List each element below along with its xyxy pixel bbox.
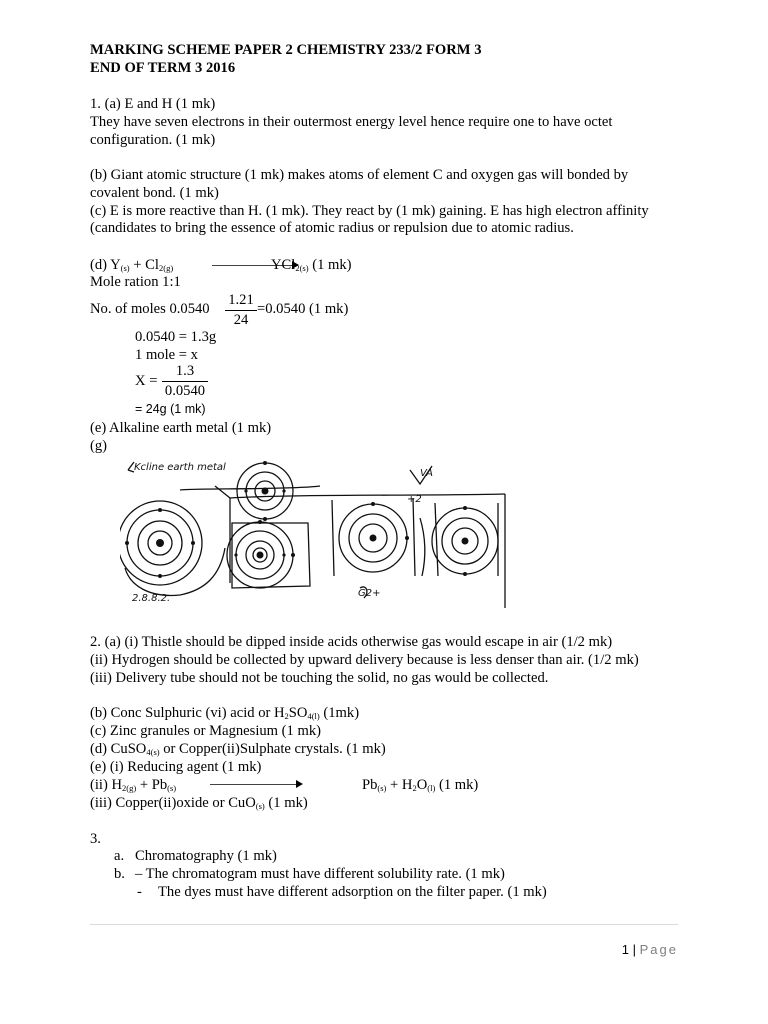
page-word: Page	[639, 942, 678, 957]
fraction-denominator: 0.0540	[164, 383, 206, 399]
q2-a-ii: (ii) Hydrogen should be collected by upward delivery because is less denser than air. (1/2 mk)	[90, 652, 639, 668]
q3-b2-marker: -	[137, 884, 142, 900]
reaction-arrow-line	[210, 784, 298, 785]
reaction-arrow-head	[296, 780, 303, 788]
electron-shell-diagram-sketch	[120, 458, 510, 608]
q3-number: 3.	[90, 831, 101, 847]
q1-a-explanation-1: They have seven electrons in their outermost energy level hence require one to have octet	[90, 114, 613, 130]
moles-fraction	[225, 292, 257, 329]
sketch-label-config: 2.8.8.2.	[132, 593, 171, 604]
x-fraction	[162, 363, 208, 400]
sketch-label-ion: G2+	[358, 588, 381, 599]
q1-c-line-1: (c) E is more reactive than H. (1 mk). They react by (1 mk) gaining. E has high electron affinity	[90, 203, 649, 219]
fraction-bar	[162, 381, 208, 382]
q1-d-product: YCl$_{2(s)}$ (1 mk)	[271, 257, 352, 273]
fraction-denominator: 24	[233, 312, 249, 328]
q3-b2-answer: The dyes must have different adsorption on the filter paper. (1 mk)	[158, 884, 547, 900]
q3-a-marker: a.	[114, 848, 125, 864]
q2-d-answer: (d) CuSO$_{4(s)}$ or Copper(ii)Sulphate crystals. (1 mk)	[90, 741, 386, 757]
moles-result: =0.0540 (1 mk)	[257, 301, 349, 317]
q3-a-answer: Chromatography (1 mk)	[135, 848, 277, 864]
calc-step-1: 0.0540 = 1.3g	[135, 329, 217, 345]
mole-ratio: Mole ration 1:1	[90, 274, 181, 290]
footer-divider	[90, 924, 678, 925]
q2-e-ii-reactants: (ii) $H_{2(g)} + Pb_{(s)}$	[90, 777, 177, 793]
q2-e-iii-answer: (iii) Copper(ii)oxide or CuO$_{(s)}$ (1 mk)	[90, 795, 308, 811]
q2-a-iii: (iii) Delivery tube should not be touching the solid, no gas would be collected.	[90, 670, 549, 686]
fraction-bar	[225, 310, 257, 311]
q2-e-ii-products: $Pb_{(s)} + H_2O_{(l)}$ (1 mk)	[362, 777, 479, 793]
moles-label: No. of moles 0.0540	[90, 301, 210, 317]
x-label: X =	[135, 373, 158, 389]
fraction-numerator: 1.3	[175, 363, 195, 379]
q1-c-line-2: (candidates to bring the essence of atomic radius or repulsion due to atomic radius.	[90, 220, 574, 236]
fraction-numerator: 1.21	[228, 292, 254, 308]
calc-result: = 24g (1 mk)	[135, 402, 206, 416]
q1-a-answer: 1. (a) E and H (1 mk)	[90, 96, 216, 112]
q1-b-line-1: (b) Giant atomic structure (1 mk) makes atoms of element C and oxygen gas will bonded by	[90, 167, 629, 183]
q3-b-marker: b.	[114, 866, 125, 882]
document-title: MARKING SCHEME PAPER 2 CHEMISTRY 233/2 FORM 3	[90, 42, 482, 58]
q2-c-answer: (c) Zinc granules or Magnesium (1 mk)	[90, 723, 321, 739]
sketch-label-group: Kcline earth metal	[134, 462, 226, 473]
document-subtitle: END OF TERM 3 2016	[90, 60, 236, 76]
q2-e-i-answer: (e) (i) Reducing agent (1 mk)	[90, 759, 262, 775]
q1-a-explanation-2: configuration. (1 mk)	[90, 132, 216, 148]
page-footer: 1 | Page	[621, 942, 678, 957]
q1-e-answer: (e) Alkaline earth metal (1 mk)	[90, 420, 272, 436]
q2-b-answer: (b) Conc Sulphuric (vi) acid or $H_2SO_{4(l)}$ (1mk)	[90, 705, 360, 721]
sketch-label-charge: +2	[407, 494, 422, 505]
sketch-label-va: VA	[420, 468, 434, 479]
page-number: 1	[621, 942, 630, 957]
q3-b-answer: – The chromatogram must have different solubility rate. (1 mk)	[135, 866, 505, 882]
q1-d-reactants: (d) $Y_{(s)} + Cl_{2(g)}$	[90, 257, 174, 273]
q1-b-line-2: covalent bond. (1 mk)	[90, 185, 219, 201]
q1-g-label: (g)	[90, 438, 108, 454]
calc-step-2: 1 mole = x	[135, 347, 198, 363]
q2-a-i: 2. (a) (i) Thistle should be dipped inside acids otherwise gas would escape in air (1/2 mk)	[90, 634, 613, 650]
